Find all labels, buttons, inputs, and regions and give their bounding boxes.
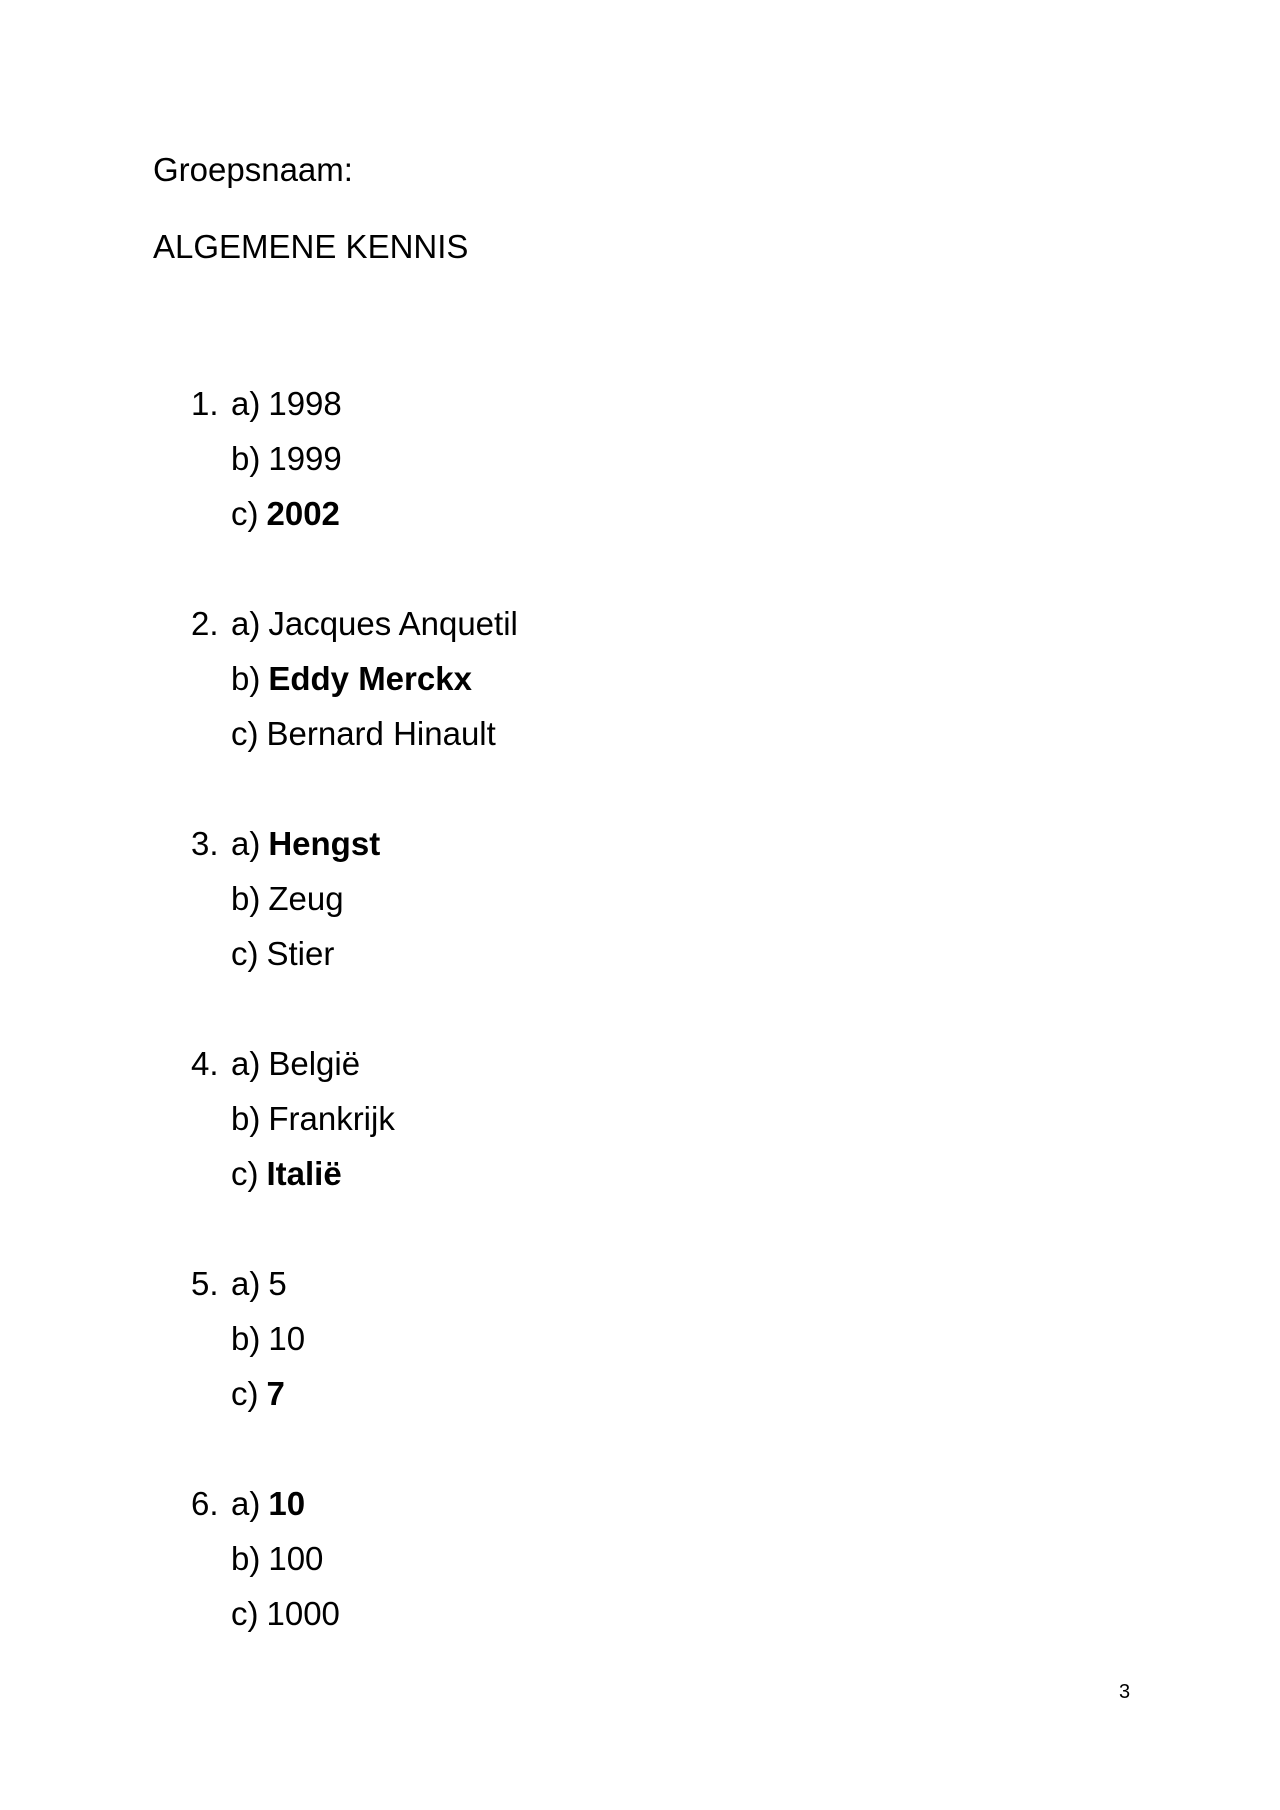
question-number: 5.	[191, 1265, 219, 1302]
answer-option	[191, 1531, 518, 1586]
option-letter: c)	[231, 1595, 259, 1632]
option-letter: a)	[231, 605, 261, 642]
group-name-label: Groepsnaam:	[153, 151, 353, 188]
option-text: 100	[268, 1540, 324, 1577]
question-number: 6.	[191, 1485, 219, 1522]
question-item	[191, 1036, 518, 1201]
question-number: 1.	[191, 385, 219, 422]
question-item	[191, 816, 518, 981]
answer-option	[191, 376, 518, 431]
option-letter: b)	[231, 440, 261, 477]
answer-option	[191, 1366, 518, 1421]
option-letter: b)	[231, 660, 261, 697]
option-text: Zeug	[268, 880, 344, 917]
option-text: 1000	[266, 1595, 340, 1632]
option-letter: a)	[231, 1265, 261, 1302]
correct-answer-text: Eddy Merckx	[268, 660, 472, 697]
question-item	[191, 596, 518, 761]
answer-option	[191, 1311, 518, 1366]
answer-option	[191, 1476, 518, 1531]
option-letter: c)	[231, 495, 259, 532]
option-letter: b)	[231, 1100, 261, 1137]
answer-option	[191, 926, 518, 981]
option-letter: c)	[231, 1375, 259, 1412]
option-text: België	[268, 1045, 361, 1082]
question-number: 2.	[191, 605, 219, 642]
option-letter: c)	[231, 1155, 259, 1192]
question-number: 4.	[191, 1045, 219, 1082]
option-text: 10	[268, 1320, 306, 1357]
answer-option	[191, 706, 518, 761]
option-text: 5	[268, 1265, 287, 1302]
question-list	[191, 376, 518, 1696]
option-letter: c)	[231, 715, 259, 752]
option-text: Bernard Hinault	[266, 715, 496, 752]
correct-answer-text: Hengst	[268, 825, 381, 862]
correct-answer-text: Italië	[266, 1155, 342, 1192]
answer-option	[191, 1091, 518, 1146]
option-letter: c)	[231, 935, 259, 972]
page-number: 3	[1119, 1681, 1131, 1703]
section-title: ALGEMENE KENNIS	[153, 228, 469, 265]
question-item	[191, 1476, 518, 1641]
option-letter: a)	[231, 385, 261, 422]
answer-option	[191, 596, 518, 651]
answer-option	[191, 871, 518, 926]
option-text: 1999	[268, 440, 342, 477]
option-letter: a)	[231, 1485, 261, 1522]
question-item	[191, 1256, 518, 1421]
question-item	[191, 376, 518, 541]
option-text: Frankrijk	[268, 1100, 395, 1137]
answer-option	[191, 431, 518, 486]
correct-answer-text: 10	[268, 1485, 306, 1522]
option-text: Jacques Anquetil	[268, 605, 518, 642]
option-letter: a)	[231, 825, 261, 862]
option-letter: b)	[231, 1540, 261, 1577]
answer-option	[191, 1036, 518, 1091]
question-number: 3.	[191, 825, 219, 862]
answer-option	[191, 1146, 518, 1201]
answer-option	[191, 1586, 518, 1641]
answer-option	[191, 1256, 518, 1311]
answer-option	[191, 486, 518, 541]
correct-answer-text: 7	[266, 1375, 285, 1412]
option-letter: b)	[231, 880, 261, 917]
option-text: 1998	[268, 385, 342, 422]
option-letter: a)	[231, 1045, 261, 1082]
correct-answer-text: 2002	[266, 495, 340, 532]
answer-option	[191, 651, 518, 706]
answer-option	[191, 816, 518, 871]
option-text: Stier	[266, 935, 335, 972]
option-letter: b)	[231, 1320, 261, 1357]
